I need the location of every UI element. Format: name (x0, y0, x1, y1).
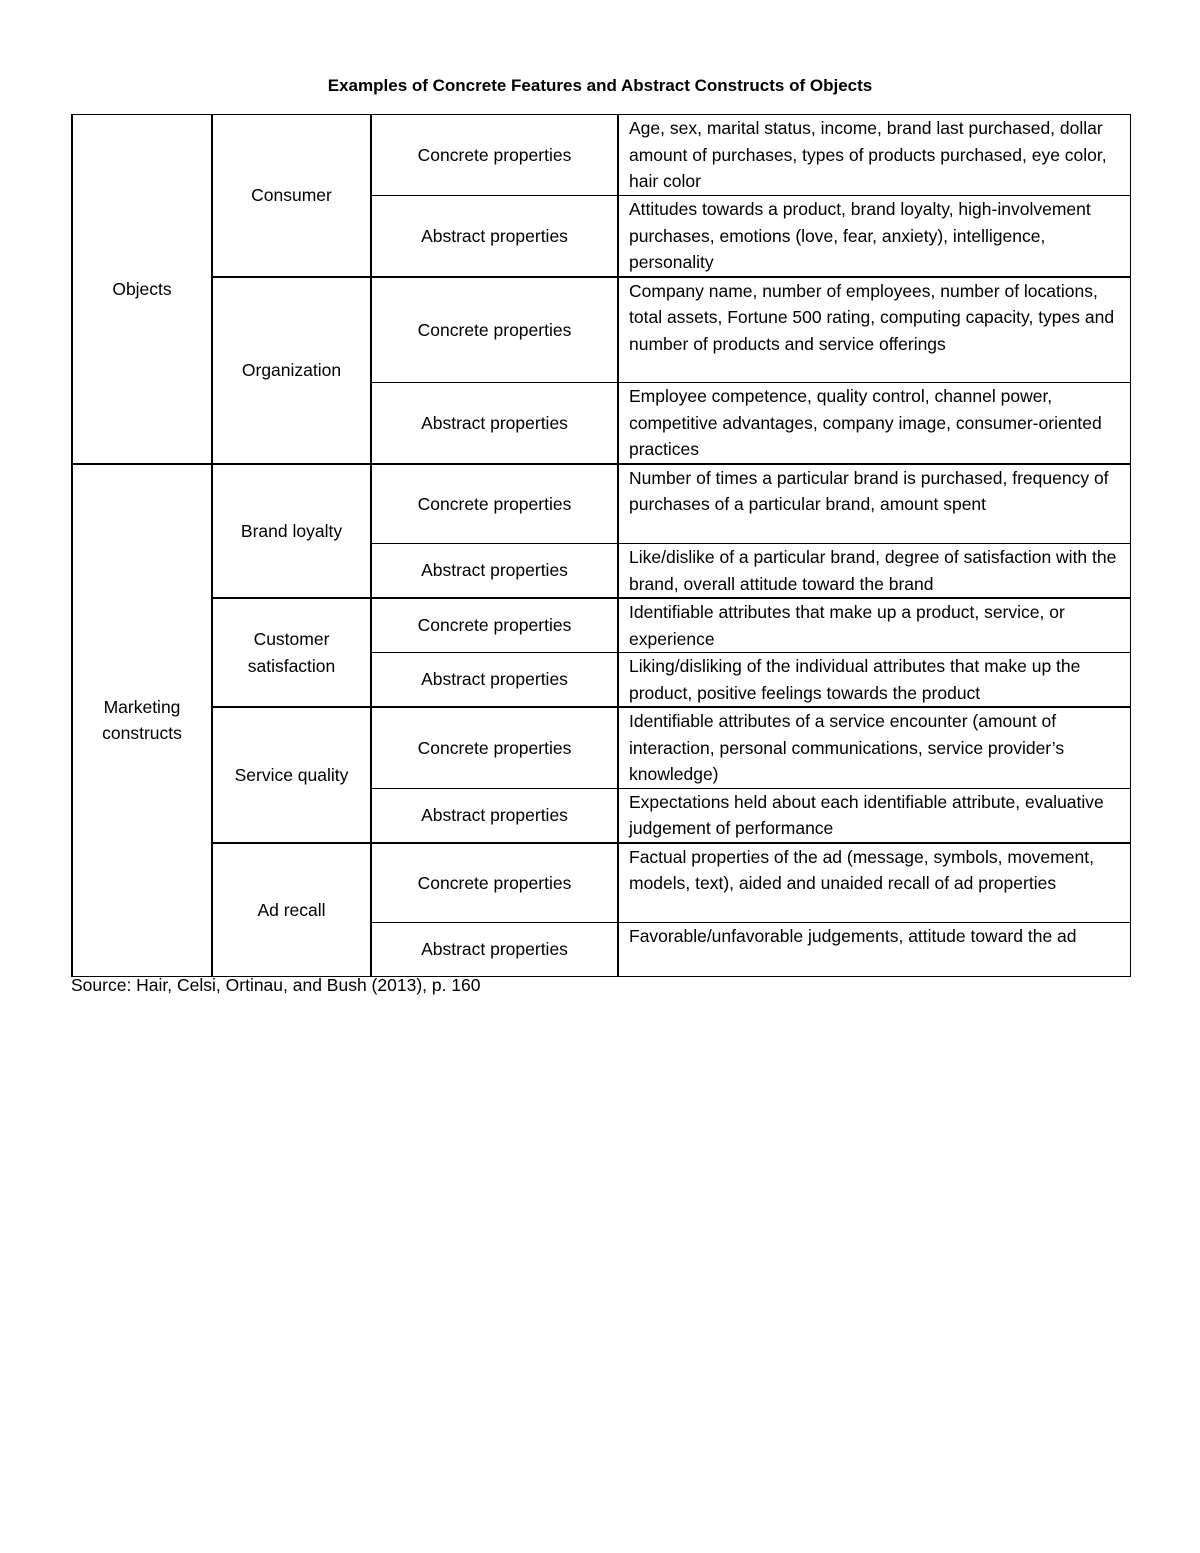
property-description: Expectations held about each identifiable attribute, evaluative judgement of performance (618, 788, 1130, 843)
group-label-marketing-constructs: Marketing constructs (72, 464, 212, 977)
property-description: Factual properties of the ad (message, symbols, movement, models, text), aided and unaided recall of ad properties (618, 843, 1130, 923)
group-label-objects: Objects (72, 115, 212, 464)
property-description: Number of times a particular brand is purchased, frequency of purchases of a particular brand, amount spent (618, 464, 1130, 544)
table-row (72, 707, 1130, 788)
property-type-label: Abstract properties (371, 544, 618, 599)
property-description: Like/dislike of a particular brand, degree of satisfaction with the brand, overall attitude toward the brand (618, 544, 1130, 599)
table-row (72, 115, 1130, 196)
property-type-label: Concrete properties (371, 464, 618, 544)
item-label-consumer: Consumer (212, 115, 371, 277)
property-type-label: Abstract properties (371, 196, 618, 277)
page-title: Examples of Concrete Features and Abstract Constructs of Objects (327, 76, 873, 95)
property-type-label: Abstract properties (371, 923, 618, 977)
property-description: Company name, number of employees, number of locations, total assets, Fortune 500 rating, computing capacity, types and number of products and service offerings (618, 277, 1130, 383)
item-label-brand-loyalty: Brand loyalty (212, 464, 371, 599)
item-label-customer-satisfaction: Customer satisfaction (212, 598, 371, 707)
table-row (72, 277, 1130, 383)
property-type-label: Concrete properties (371, 843, 618, 923)
table-row (72, 843, 1130, 923)
property-description: Favorable/unfavorable judgements, attitude toward the ad (618, 923, 1130, 977)
property-type-label: Abstract properties (371, 788, 618, 843)
property-type-label: Concrete properties (371, 598, 618, 653)
property-description: Attitudes towards a product, brand loyalty, high-involvement purchases, emotions (love, fear, anxiety), intelligence, personality (618, 196, 1130, 277)
source-citation: Source: Hair, Celsi, Ortinau, and Bush (2013), p. 160 (71, 975, 481, 995)
concepts-table (71, 114, 1131, 977)
item-label-organization: Organization (212, 277, 371, 464)
property-description: Identifiable attributes of a service encounter (amount of interaction, personal communications, service provider’s knowledge) (618, 707, 1130, 788)
item-label-ad-recall: Ad recall (212, 843, 371, 977)
property-description: Employee competence, quality control, channel power, competitive advantages, company image, consumer-oriented practices (618, 383, 1130, 464)
property-description: Liking/disliking of the individual attributes that make up the product, positive feelings towards the product (618, 653, 1130, 708)
property-type-label: Concrete properties (371, 115, 618, 196)
property-description: Age, sex, marital status, income, brand last purchased, dollar amount of purchases, types of products purchased, eye color, hair color (618, 115, 1130, 196)
property-description: Identifiable attributes that make up a product, service, or experience (618, 598, 1130, 653)
table-row (72, 598, 1130, 653)
property-type-label: Abstract properties (371, 653, 618, 708)
item-label-service-quality: Service quality (212, 707, 371, 843)
property-type-label: Abstract properties (371, 383, 618, 464)
table-row (72, 464, 1130, 544)
property-type-label: Concrete properties (371, 707, 618, 788)
property-type-label: Concrete properties (371, 277, 618, 383)
